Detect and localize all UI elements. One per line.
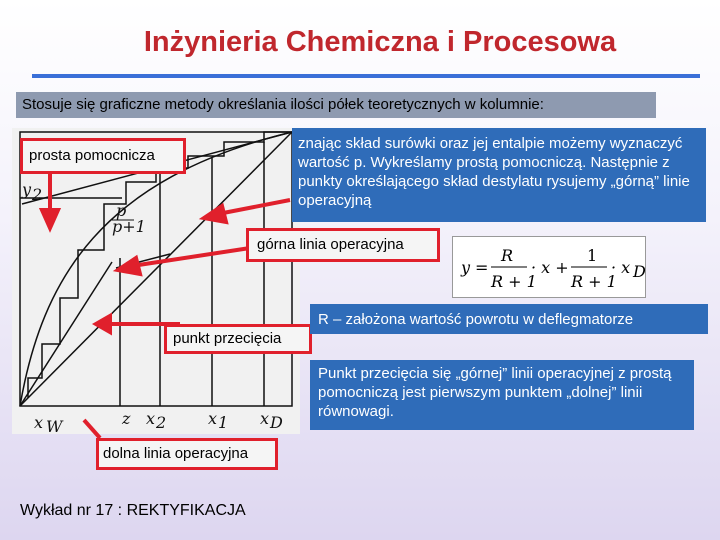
x2-label: x <box>146 409 156 428</box>
x2-sub: 2 <box>156 413 167 432</box>
arrow-prosta-head <box>42 210 58 228</box>
label-prosta-pomocnicza: prosta pomocnicza <box>20 138 186 174</box>
formula-num1: R <box>501 246 514 265</box>
intro-banner: Stosuje się graficzne metody określania ilości półek teoretycznych w kolumnie: <box>16 92 656 118</box>
formula-y: y <box>461 258 471 277</box>
slide-title: Inżynieria Chemiczna i Procesowa <box>143 26 617 58</box>
p-fraction-num: p <box>116 201 127 220</box>
xw-label: x <box>34 413 44 432</box>
formula-xd: · x <box>611 258 631 277</box>
explanation-box-pomocnicza: znając skład surówki oraz jej entalpie możemy wyznaczyć wartość p. Wykreślamy prostą pomocniczą. Następnie z punkty określającego skład destylatu rysujemy „górną” linie operacyjną <box>292 128 706 222</box>
footer-lecture: Wykład nr 17 : REKTYFIKACJA <box>20 502 246 519</box>
explanation-box-punkt: Punkt przecięcia się „górnej” linii operacyjnej z prostą pomocniczą jest pierwszym punktem „dolnej” linii równowagi. <box>310 360 694 430</box>
x1-sub: 1 <box>218 413 229 432</box>
formula-den1: R + 1 <box>491 272 537 291</box>
arrow-gorna-point <box>132 248 250 266</box>
operating-line-formula <box>452 236 646 298</box>
label-dolna-linia: dolna linia operacyjna <box>96 438 278 470</box>
xd-label: x <box>260 409 270 428</box>
x1-label: x <box>208 409 218 428</box>
arrow-gorna-head <box>204 206 226 222</box>
label-punkt-przeciecia: punkt przecięcia <box>164 324 312 354</box>
xw-sub: W <box>46 417 63 434</box>
formula-num2: 1 <box>587 246 598 265</box>
arrow-gorna-point-head <box>118 258 140 274</box>
y2-sub: 2 <box>32 185 43 204</box>
formula-eq: = <box>475 258 489 277</box>
arrow-punkt-head <box>96 316 110 332</box>
arrow-dolna <box>84 420 100 438</box>
formula-den2: R + 1 <box>571 272 617 291</box>
p-fraction-den: p+1 <box>112 217 146 236</box>
formula-sub: D <box>633 262 645 281</box>
xd-sub: D <box>270 413 283 432</box>
arrow-gorna <box>218 200 290 214</box>
z-label: z <box>122 409 131 428</box>
y2-label: y <box>22 180 32 199</box>
formula-x: · x + <box>531 258 569 277</box>
label-gorna-linia: górna linia operacyjna <box>246 228 440 262</box>
explanation-box-R: R – założona wartość powrotu w deflegmatorze <box>310 304 708 334</box>
